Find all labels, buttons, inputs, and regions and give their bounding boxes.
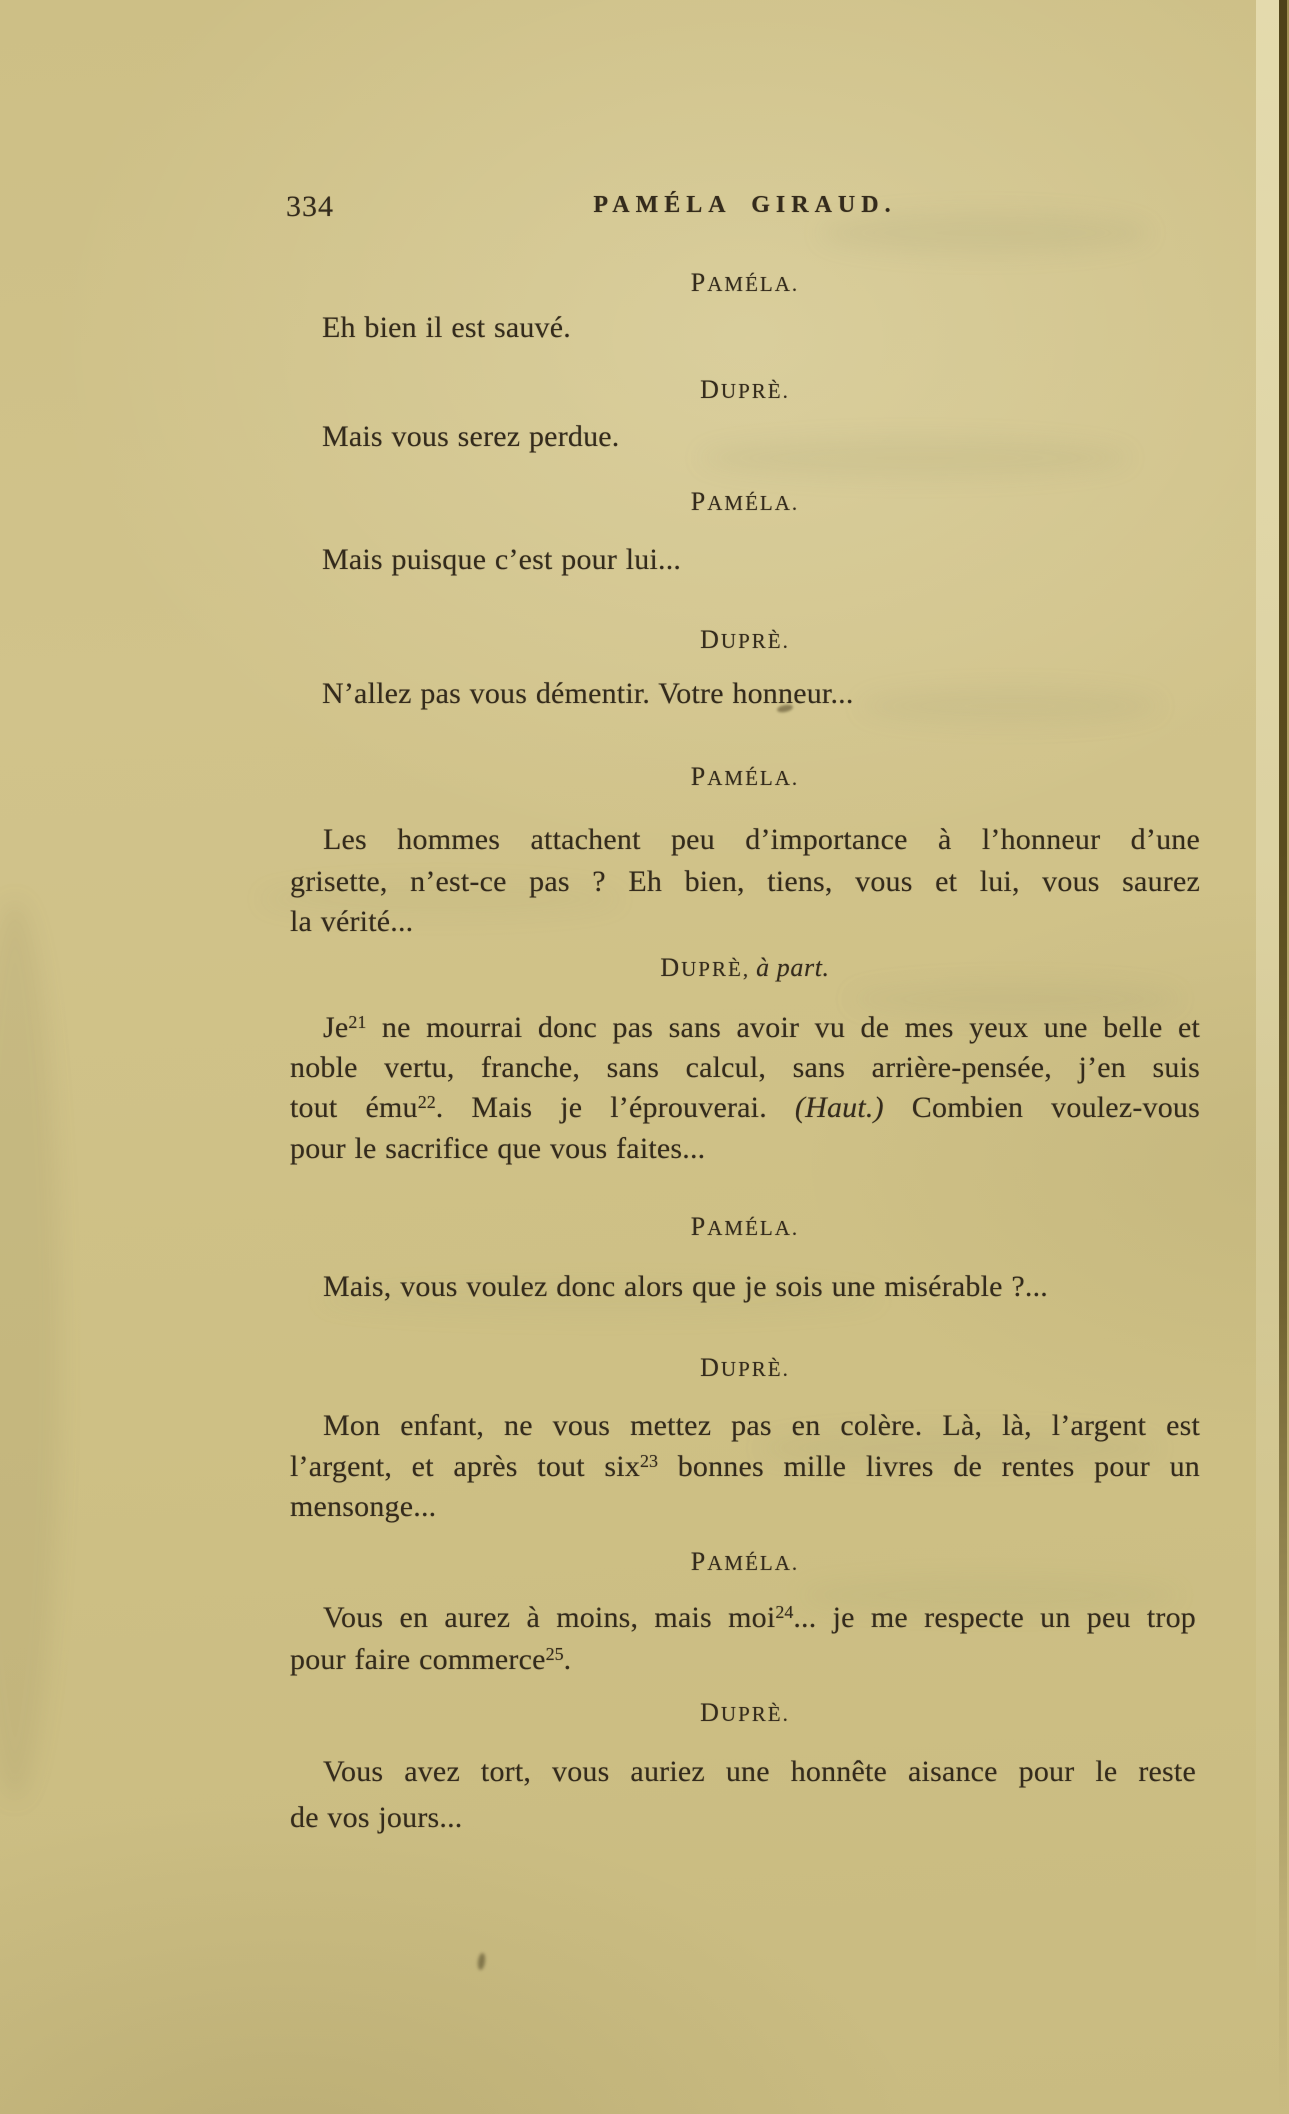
line-part: . Mais je l’éprouverai. [435, 1091, 795, 1124]
paper-smudge [860, 688, 1160, 724]
ink-speck [477, 1953, 486, 1971]
dialogue-line: Mais, vous voulez donc alors que je sois une misérable ?... [323, 1270, 1048, 1303]
page-number: 334 [286, 190, 334, 223]
speaker-initial: P [690, 762, 708, 791]
paper-smudge [700, 438, 1130, 478]
speaker-label [290, 268, 1200, 298]
speaker-label [290, 487, 1200, 517]
paragraph-line: noble vertu, franche, sans calcul, sans arrière-pensée, j’en suis [290, 1051, 1200, 1084]
speaker-name: UPRÈ. [720, 1702, 790, 1726]
speaker-label [290, 1547, 1200, 1577]
paragraph-line: de vos jours... [290, 1801, 463, 1834]
paragraph-line [323, 1601, 1196, 1638]
dialogue-line: Mais puisque c’est pour lui... [322, 543, 682, 576]
line-part: ... je me respecte un peu trop [793, 1601, 1196, 1634]
speaker-initial: D [700, 625, 721, 654]
speaker-label [290, 1353, 1200, 1383]
speaker-name: AMÉLA. [707, 766, 800, 790]
speaker-label [290, 375, 1200, 405]
paragraph-line: pour le sacrifice que vous faites... [290, 1132, 706, 1165]
speaker-initial: P [690, 268, 708, 297]
paper-smudge [0, 900, 60, 1800]
paragraph-line [290, 1091, 1200, 1128]
paragraph-line [323, 1011, 1200, 1048]
footnote-number: 23 [640, 1451, 659, 1471]
speaker-name: AMÉLA. [707, 491, 800, 515]
running-title: PAMÉLA GIRAUD. [593, 192, 897, 218]
speaker-label [290, 1698, 1200, 1728]
page-edge-highlight [1256, 0, 1280, 2114]
speaker-initial: P [690, 1212, 708, 1241]
speaker-initial: P [690, 487, 708, 516]
footnote-number: 22 [417, 1092, 436, 1112]
footnote-number: 21 [348, 1012, 367, 1032]
line-part: Combien voulez-vous [883, 1091, 1200, 1124]
dialogue-line: Mais vous serez perdue. [322, 420, 620, 453]
speaker-initial: D [700, 375, 721, 404]
line-part: . [563, 1643, 572, 1676]
speaker-label [290, 953, 1200, 983]
line-part: Vous en aurez à moins, mais moi [323, 1601, 776, 1634]
speaker-initial: D [660, 953, 682, 982]
line-part: pour faire commerce [290, 1643, 546, 1676]
paragraph-line [290, 1450, 1200, 1487]
line-part: Je [323, 1011, 349, 1044]
paragraph-line: la vérité... [290, 905, 414, 938]
speaker-name: AMÉLA. [707, 272, 800, 296]
speaker-label [290, 1212, 1200, 1242]
line-part: ne mourrai donc pas sans avoir vu de mes yeux une belle et [366, 1011, 1200, 1044]
paragraph-line: Vous avez tort, vous auriez une honnête aisance pour le reste [323, 1755, 1196, 1788]
speaker-name: UPRÈ. [720, 1357, 790, 1381]
paragraph-line: mensonge... [290, 1490, 437, 1523]
paragraph-line: Les hommes attachent peu d’importance à l’honneur d’une [323, 823, 1200, 856]
dialogue-line: Eh bien il est sauvé. [322, 311, 571, 344]
speaker-name: UPRÈ, [681, 957, 751, 981]
line-part: bonnes mille livres de rentes pour un [658, 1450, 1200, 1483]
book-edge-line [1279, 0, 1287, 2114]
footnote-number: 25 [545, 1644, 564, 1664]
paragraph-line: Mon enfant, ne vous mettez pas en colère. Là, là, l’argent est [323, 1409, 1200, 1442]
speaker-name: UPRÈ. [720, 379, 790, 403]
speaker-initial: D [700, 1698, 721, 1727]
speaker-initial: D [700, 1353, 721, 1382]
stage-direction: (Haut.) [794, 1091, 884, 1124]
footnote-number: 24 [775, 1602, 794, 1622]
line-part: l’argent, et après tout six [290, 1450, 641, 1483]
speaker-name: AMÉLA. [707, 1216, 800, 1240]
stage-direction: à part. [756, 953, 830, 982]
speaker-name: UPRÈ. [720, 629, 790, 653]
dialogue-line: N’allez pas vous démentir. Votre honneur... [322, 677, 854, 710]
speaker-label [290, 625, 1200, 655]
speaker-name: AMÉLA. [707, 1551, 800, 1575]
paragraph-line: grisette, n’est-ce pas ? Eh bien, tiens, vous et lui, vous saurez [290, 865, 1200, 898]
speaker-label [290, 762, 1200, 792]
line-part: tout ému [290, 1091, 418, 1124]
speaker-initial: P [690, 1547, 708, 1576]
paragraph-line [290, 1643, 571, 1680]
